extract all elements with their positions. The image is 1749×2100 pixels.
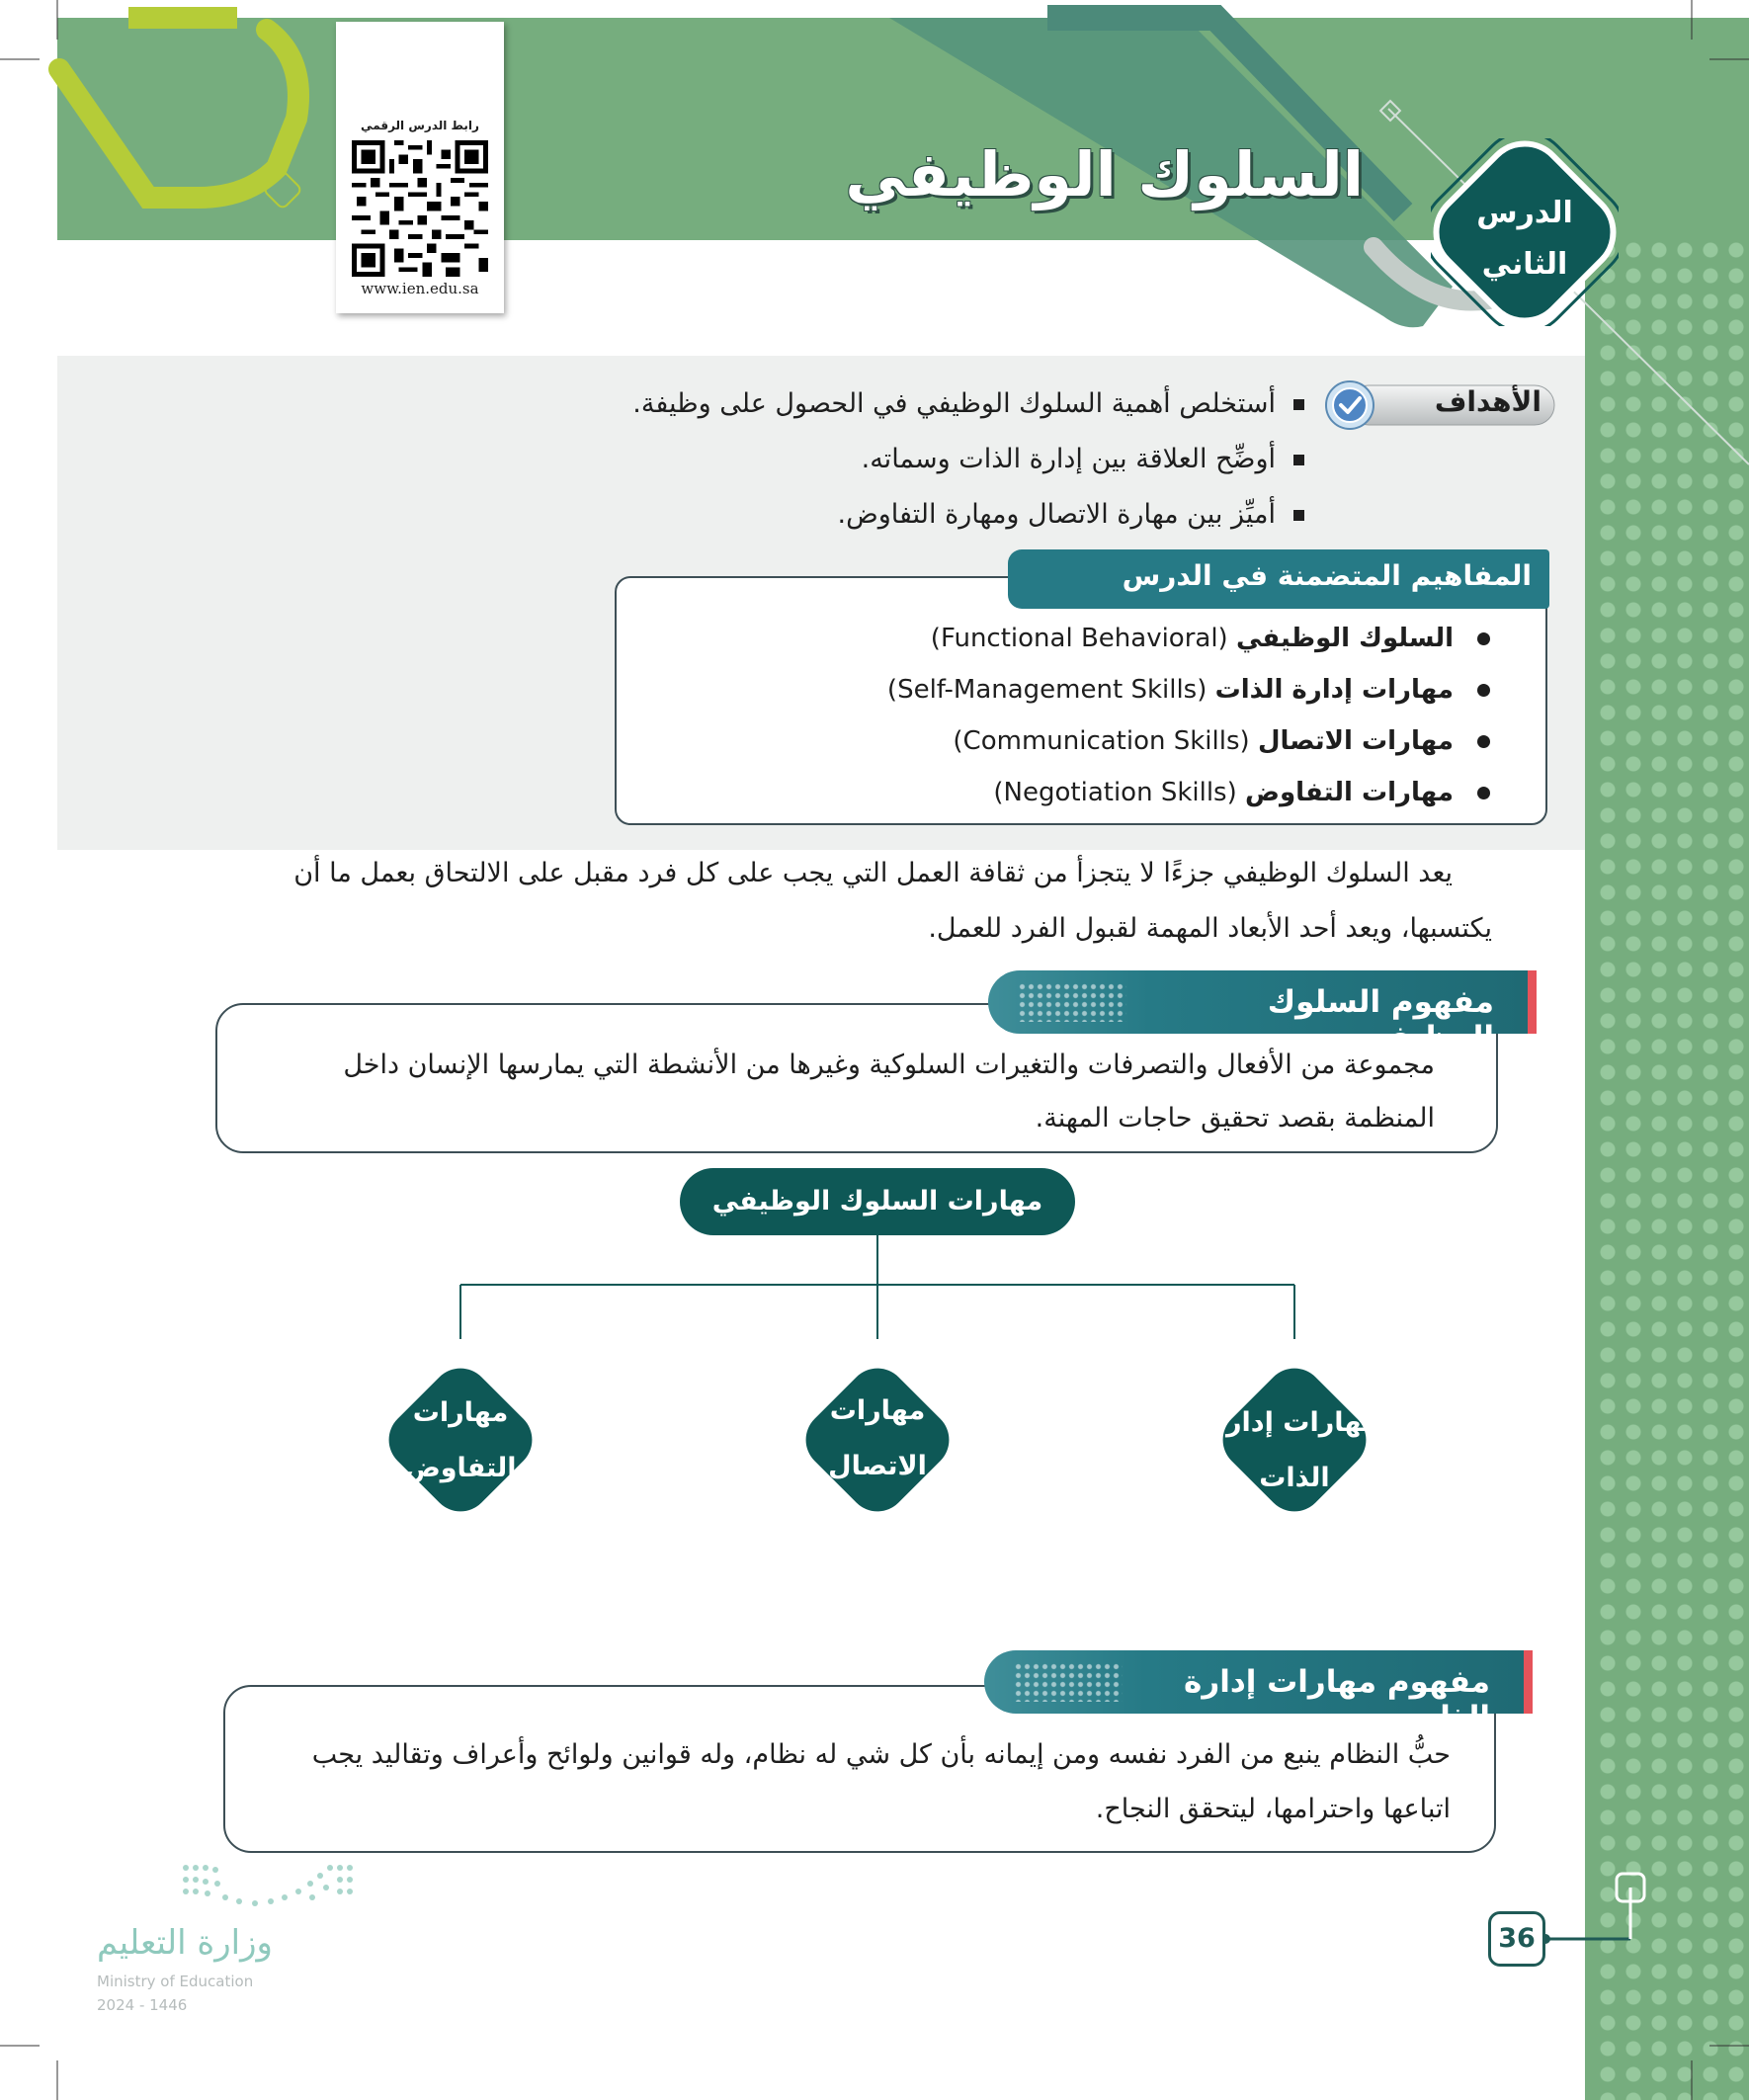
diagram-root-label: مهارات السلوك الوظيفي [711, 1186, 1043, 1217]
qr-caption: رابط الدرس الرقمي [361, 119, 479, 132]
ministry-name-ar: وزارة التعليم [97, 1923, 273, 1963]
diagram-node-label: التفاوض [404, 1453, 517, 1483]
qr-code-icon[interactable] [352, 140, 488, 277]
lesson-badge [1431, 138, 1619, 326]
lesson-title: السلوك الوظيفي [845, 138, 1364, 210]
diagram-node-label: الذات [1259, 1463, 1330, 1493]
behavior-definition-line: المنظمة بقصد تحقيق حاجات المهنة. [1035, 1103, 1435, 1134]
ministry-name-en: Ministry of Education [97, 1973, 254, 1990]
behavior-definition-line: مجموعة من الأفعال والتصرفات والتغيرات السلوكية وغيرها من الأنشطة التي يمارسها الإنسان داخل [343, 1050, 1435, 1080]
objective-item: أميِّز بين مهارة الاتصال ومهارة التفاوض. [837, 499, 1304, 530]
diagram-node-label: مهارات [829, 1395, 926, 1426]
section-accent [1528, 970, 1537, 1034]
diagram-node-label: مهارات [412, 1397, 509, 1428]
lesson-label: الدرس [1476, 196, 1573, 230]
concepts-title: المفاهيم المتضمنة في الدرس [1122, 559, 1532, 592]
lesson-number: الثاني [1481, 247, 1568, 282]
section-dot-pattern [1014, 1662, 1123, 1702]
objective-item: أوضِّح العلاقة بين إدارة الذات وسماته. [862, 444, 1304, 474]
diagram-node-label: مهارات إدارة [1210, 1407, 1378, 1438]
concept-item: مهارات إدارة الذات (Self-Management Skills) [887, 675, 1490, 705]
section-accent [1524, 1650, 1533, 1714]
objective-item: أستخلص أهمية السلوك الوظيفي في الحصول على وظيفة. [632, 388, 1304, 419]
self-definition-line: حبُّ النظام ينبع من الفرد نفسه ومن إيمانه بأن كل شي له نظام، وله قوانين ولوائح وأعراف وتقاليد يجب [311, 1739, 1451, 1770]
intro-line: يعد السلوك الوظيفي جزءًا لا يتجزأ من ثقافة العمل التي يجب على كل فرد مقبل على الالتحاق بعمل ما أن [293, 858, 1453, 888]
page-number: 36 [1498, 1923, 1536, 1954]
ministry-logo-icon [178, 1858, 356, 1913]
intro-line: يكتسبها، ويعد أحد الأبعاد المهمة لقبول الفرد للعمل. [928, 913, 1492, 944]
behavior-section-title: مفهوم السلوك الوظيفي [1267, 984, 1494, 1055]
concept-item: السلوك الوظيفي (Functional Behavioral) [931, 624, 1490, 653]
concept-item: مهارات الاتصال (Communication Skills) [953, 726, 1490, 756]
self-section-title: مفهوم مهارات إدارة الذات [1184, 1664, 1490, 1735]
qr-url[interactable]: www.ien.edu.sa [361, 280, 479, 297]
diagram-node-label: الاتصال [828, 1451, 927, 1481]
concept-item: مهارات التفاوض (Negotiation Skills) [993, 778, 1490, 807]
edition-year: 2024 - 1446 [97, 1996, 188, 2014]
objectives-label: الأهداف [1434, 385, 1541, 418]
self-definition-line: اتباعها واحترامها، ليتحقق النجاح. [1095, 1794, 1451, 1824]
section-dot-pattern [1018, 982, 1126, 1022]
